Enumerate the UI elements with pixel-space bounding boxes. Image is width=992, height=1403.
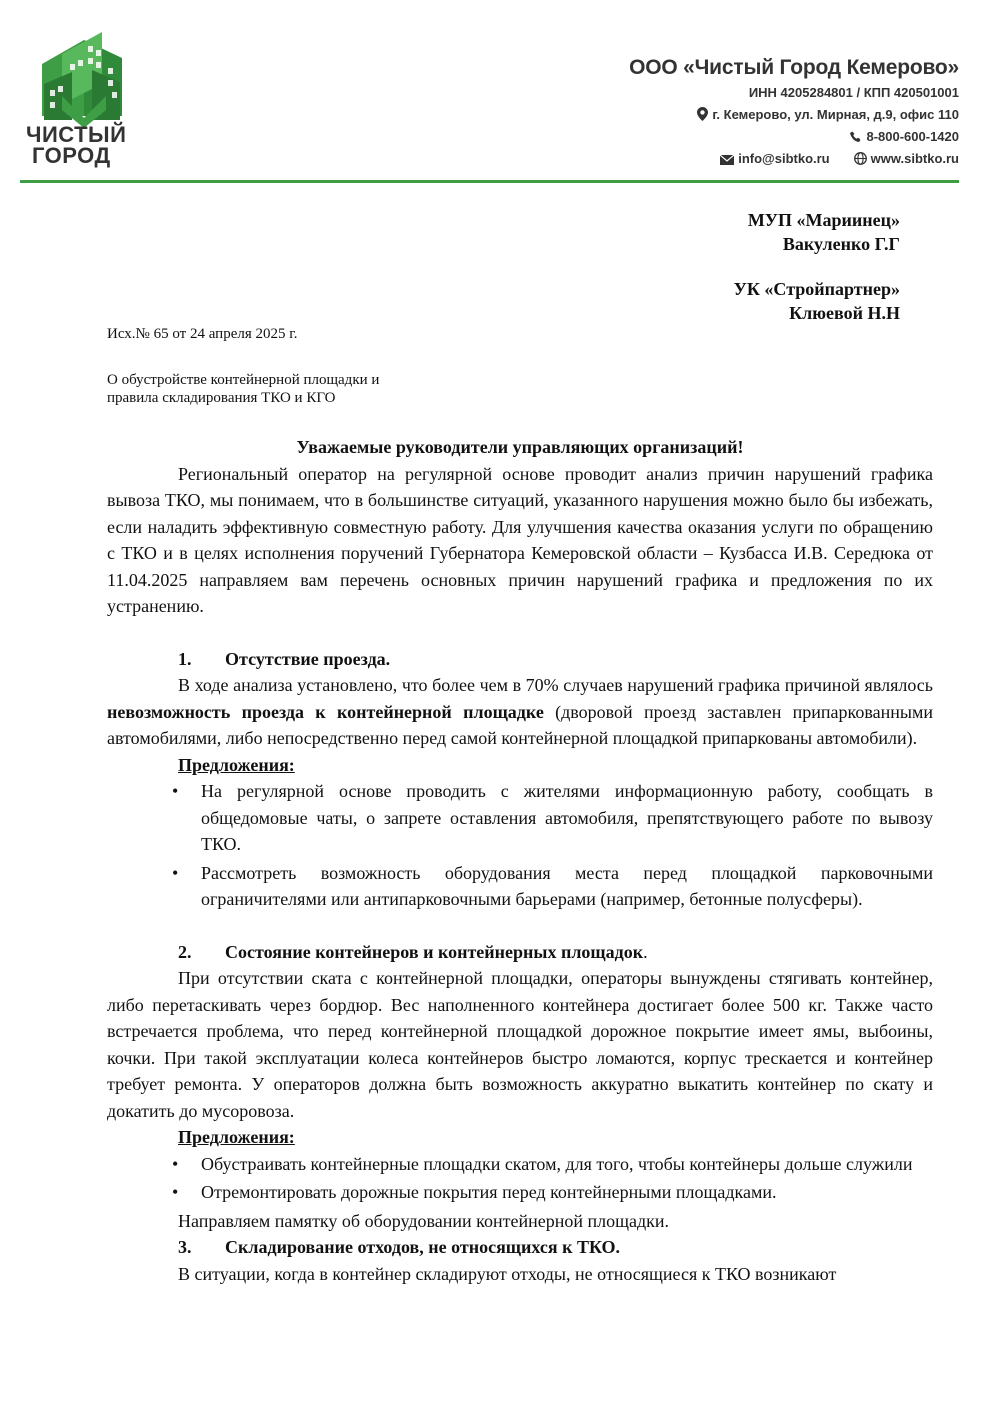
list-item: • Обустраивать контейнерные площадки скатом, для того, чтобы контейнеры дольше служили: [107, 1151, 933, 1178]
org-email[interactable]: info@sibtko.ru: [738, 151, 830, 166]
org-address-row: [629, 104, 959, 126]
section-2-number: 2.: [178, 941, 192, 962]
section-2-proposals: [107, 1151, 933, 1206]
section-1-title: [107, 646, 933, 673]
addressee-2-org: УК «Стройпартнер»: [733, 279, 900, 299]
org-contact-block: [629, 54, 959, 170]
logo-line-1: ЧИСТЫЙ: [26, 122, 127, 147]
globe-icon: [854, 152, 867, 165]
section-2-heading-suffix: .: [643, 941, 648, 962]
org-phone-row: [629, 126, 959, 148]
section-3-title: [107, 1234, 933, 1261]
org-address: г. Кемерово, ул. Мирная, д.9, офис 110: [712, 107, 959, 122]
section-2-title: [107, 939, 933, 966]
org-phone[interactable]: 8-800-600-1420: [866, 129, 959, 144]
section-2-text: При отсутствии ската с контейнерной площадки, операторы вынуждены стягивать контейнер, либо перетаскивать через бордюр. Вес наполненного контейнера достигает более 500 кг. Также часто встречается проблема, что перед контейнерной площадкой дорожное покрытие имеет ямы, выбоины, кочки. При такой эксплуатации колеса контейнеров быстро ломаются, корпус трескается и контейнер требует ремонта. У операторов должна быть возможность аккуратно выкатить контейнер по скату и докатить до мусоровоза.: [107, 968, 933, 1121]
section-1-text-before: В ходе анализа установлено, что более чем в 70% случаев нарушений графика причиной являлось: [178, 675, 933, 695]
org-website[interactable]: www.sibtko.ru: [870, 151, 959, 166]
section-1-heading: Отсутствие проезда.: [225, 648, 391, 669]
subject-line-2: правила складирования ТКО и КГО: [107, 390, 336, 406]
section-1-text-after: (дворовой проезд заставлен припаркованными автомобилями, либо непосредственно перед самой контейнерной площадкой припаркованы автомобили).: [107, 701, 933, 748]
intro-paragraph: Региональный оператор на регулярной основе проводит анализ причин нарушений графика вывоза ТКО, мы понимаем, что в большинстве ситуаций, указанного нарушения можно было бы избежать, если наладить эффективную совместную работу. Для улучшения качества оказания услуги по обращению с ТКО и в целях исполнения поручений Губернатора Кемеровской области – Кузбасса И.В. Середюка от 11.04.2025 направляем вам перечень основных причин нарушений графика и предложения по их устранению.: [107, 463, 933, 616]
subject-line-1: О обустройстве контейнерной площадки и: [107, 372, 380, 388]
addressee-1: [748, 208, 900, 256]
list-item: • Отремонтировать дорожные покрытия перед контейнерными площадками.: [107, 1179, 933, 1206]
greeting: Уважаемые руководители управляющих организаций!: [296, 437, 744, 457]
mail-icon: [720, 155, 734, 165]
outgoing-reference: Исх.№ 65 от 24 апреля 2025 г.: [107, 326, 298, 342]
org-web-row: [629, 148, 959, 170]
org-ids: ИНН 4205284801 / КПП 420501001: [748, 85, 959, 100]
section-1-proposals-label: Предложения:: [178, 754, 295, 775]
org-name: ООО «Чистый Город Кемерово»: [629, 56, 959, 79]
addressee-2: [734, 277, 900, 325]
phone-icon: [850, 131, 862, 143]
logo-line-2: ГОРОД: [32, 143, 111, 168]
section-3-text: В ситуации, когда в контейнер складируют отходы, не относящиеся к ТКО возникают: [178, 1263, 837, 1284]
section-1-text-bold: невозможность проезда к контейнерной площадке: [107, 701, 544, 722]
addressee-2-person: Клюевой Н.Н: [789, 303, 900, 323]
list-item: • На регулярной основе проводить с жителями информационную работу, сообщать в общедомовые чаты, о запрете оставления автомобиля, препятствующего работе по вывозу ТКО.: [107, 778, 933, 858]
section-2-note: Направляем памятку об оборудовании контейнерной площадки.: [178, 1210, 670, 1231]
pin-icon: [697, 107, 708, 121]
section-1-proposals: [107, 778, 933, 913]
addressee-1-person: Вакуленко Г.Г: [782, 234, 900, 254]
letter-body: [107, 434, 933, 1287]
letter-subject: [107, 371, 379, 407]
section-1-number: 1.: [178, 648, 192, 669]
addressee-1-org: МУП «Мариинец»: [747, 210, 900, 230]
section-3-heading: Складирование отходов, не относящихся к ТКО.: [225, 1237, 621, 1257]
logo-wordmark: [26, 124, 146, 166]
section-2-proposals-label: Предложения:: [178, 1127, 295, 1147]
header-divider: [20, 180, 959, 183]
section-2-heading: Состояние контейнеров и контейнерных площадок: [225, 941, 644, 962]
section-1-text: [107, 672, 933, 752]
section-3-number: 3.: [178, 1237, 192, 1257]
list-item: • Рассмотреть возможность оборудования места перед площадкой парковочными ограничителями или антипарковочными барьерами (например, бетонные полусферы).: [107, 860, 933, 913]
